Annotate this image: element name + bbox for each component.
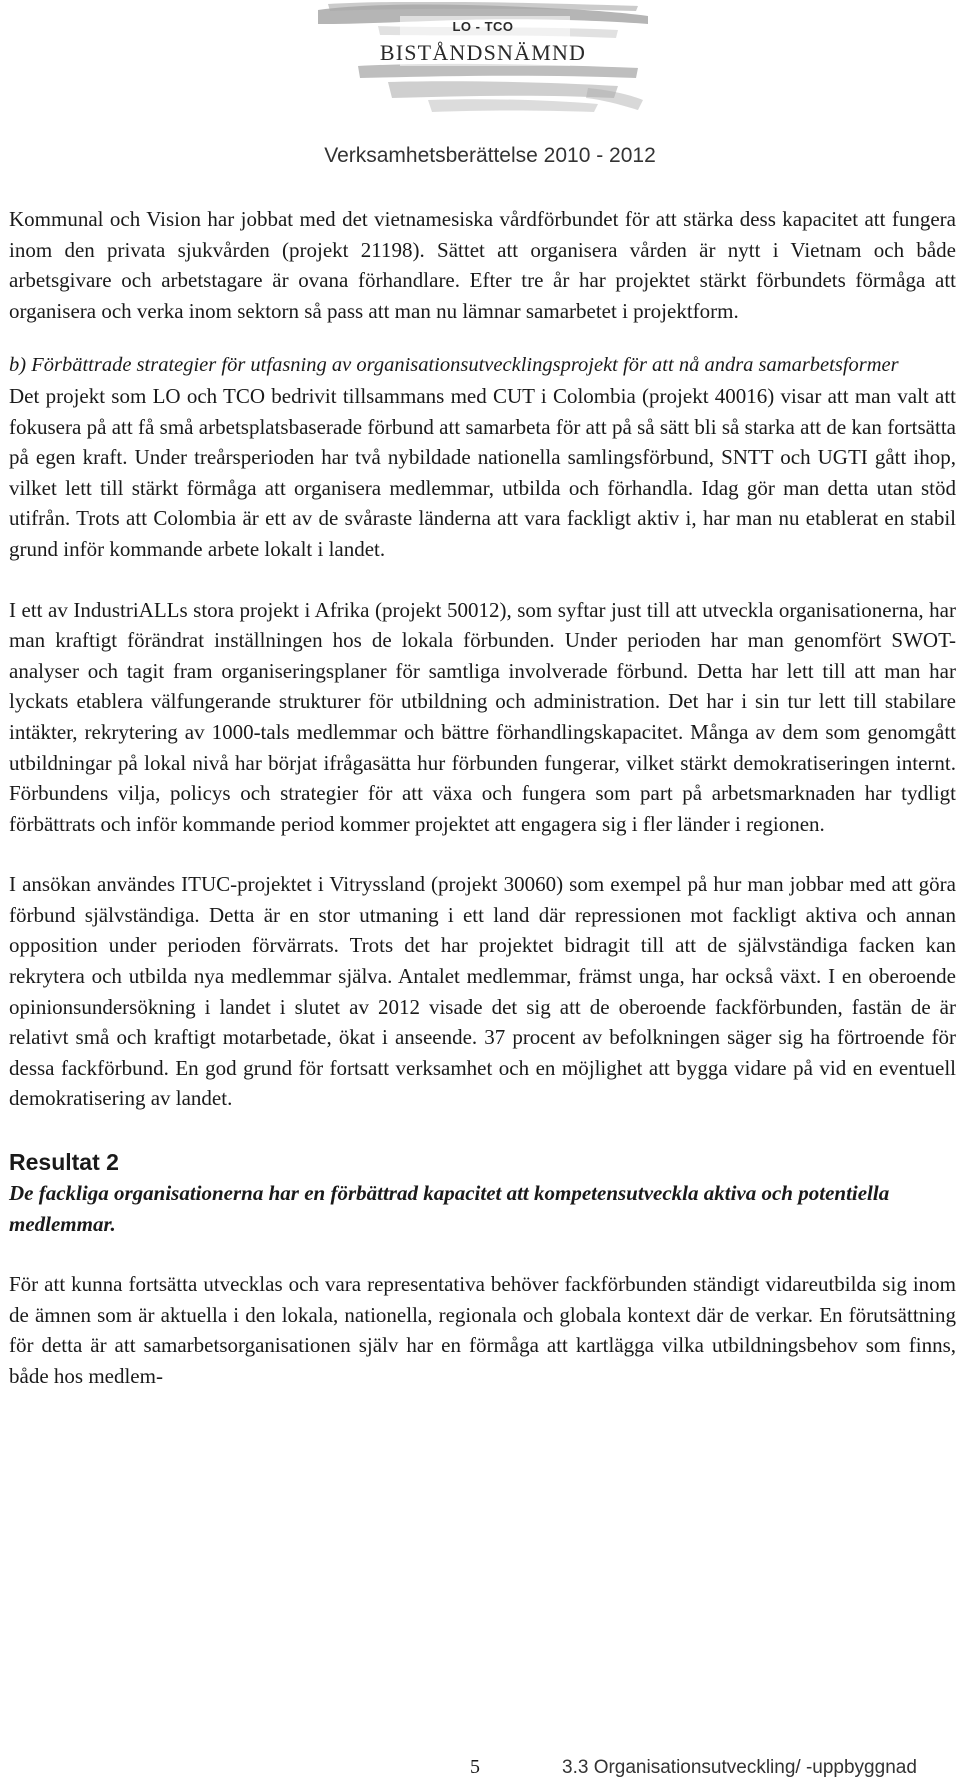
bistandsnamnd-logo xyxy=(318,2,648,122)
logo-bistandsnamnd-text: BISTÅNDSNÄMND xyxy=(379,40,587,65)
report-title: Verksamhetsberättelse 2010 - 2012 xyxy=(324,144,656,167)
section-subheading: De fackliga organisationerna har en förbättrad kapacitet att kompetensutveckla aktiva och potentiella medlemmar. xyxy=(9,1181,890,1236)
subheading-b: b) Förbättrade strategier för utfasning av organisationsutvecklingsprojekt för att nå andra samarbetsformer xyxy=(9,354,899,377)
page-number: 5 xyxy=(470,1756,480,1778)
paragraph-colombia: Det projekt som LO och TCO bedrivit tillsammans med CUT i Colombia (projekt 40016) visar att man valt att fokusera på att få små arbetsplatsbaserade förbund att samarbeta för att på så sätt bli så starka att de kan fortsätta på egen kraft. Under treårsperioden har två nybildade nationella samlingsförbund, SNTT och UGTI gått ihop, vilket lett till stärkt förmåga att organisera medlemmar, utbilda och förhandla. Idag gör man detta utan stöd utifrån. Trots att Colombia är ett av de svåraste länderna att vara fackligt aktiv i, har man nu etablerat en stabil grund inför kommande arbete lokalt i landet. xyxy=(9,383,956,561)
paragraph-utbildning: För att kunna fortsätta utvecklas och vara representativa behöver fackförbunden ständigt vidareutbilda sig inom de ämnen som är aktuella i den lokala, nationella, regionala och globala kontext där de verkar. En förutsättning för detta är att samarbetsorganisationen själv har en förmåga att kartlägga vilka utbildningsbehov som finns, både hos medlem- xyxy=(9,1272,956,1388)
document-body xyxy=(9,204,956,1392)
footer-section-label: 3.3 Organisationsutveckling/ -uppbyggnad xyxy=(562,1757,917,1778)
logo-lo-tco-text: LO - TCO xyxy=(452,19,514,34)
paragraph-vitryssland: I ansökan användes ITUC-projektet i Vitryssland (projekt 30060) som exempel på hur man jobbar med att göra förbund självständiga. Detta är en stor utmaning i ett land där repressionen mot fackligt aktiva och annan opposition under perioden förvärrats. Trots det har projektet bidragit till att de självständiga facken kan rekrytera och utbilda nya medlemmar själva. Antalet medlemmar, främst unga, har också växt. I en oberoende opinionsundersökning i landet i slutet av 2012 visade det sig att de oberoende fackförbunden, fastän de är relativt små och kraftigt motarbetade, ökat i anseende. 37 procent av befolkningen säger sig ha förtroende för dessa fackförbund. En god grund för fortsatt verksamhet och en möjlighet att bygga vidare på vid en eventuell demokratisering av landet. xyxy=(9,872,956,1111)
paragraph-industriall: I ett av IndustriALLs stora projekt i Afrika (projekt 50012), som syftar just till att utveckla organisationerna, har man kraftigt förändrat inställningen hos de lokala förbunden. Under perioden har man genomfört SWOT-analyser och tagit fram organiseringsplaner för samtliga involverade förbund. Detta har lett till att man har lyckats etablera välfungerande strukturer för utbildning och administration. Det har i sin tur lett till stabilare intäkter, rekrytering av 1000-tals medlemmar och bättre förhandlingskapacitet. Många av dem som genomgått utbildningar på lokal nivå har börjat ifrågasätta hur förbunden fungerar, vilket stärkt demokratiseringen internt. Förbundens vilja, policys och strategier för att växa och fungera som part på arbetsmarknaden har tydligt förbättrats och inför kommande period kommer projektet att engagera sig i fler länder i regionen. xyxy=(9,597,956,836)
section-heading-resultat-2: Resultat 2 xyxy=(9,1149,119,1176)
paragraph-vietnam: Kommunal och Vision har jobbat med det vietnamesiska vårdförbundet för att stärka dess kapacitet att fungera inom den privata sjukvården (projekt 21198). Sättet att organisera vården är nytt i Vietnam och både arbetsgivare och arbetstagare är ovana förhandlare. Efter tre år har projektet stärkt förbundets förmåga att organisera och verka inom sektorn så pass att man nu lämnar samarbetet i projektform. xyxy=(9,207,956,323)
